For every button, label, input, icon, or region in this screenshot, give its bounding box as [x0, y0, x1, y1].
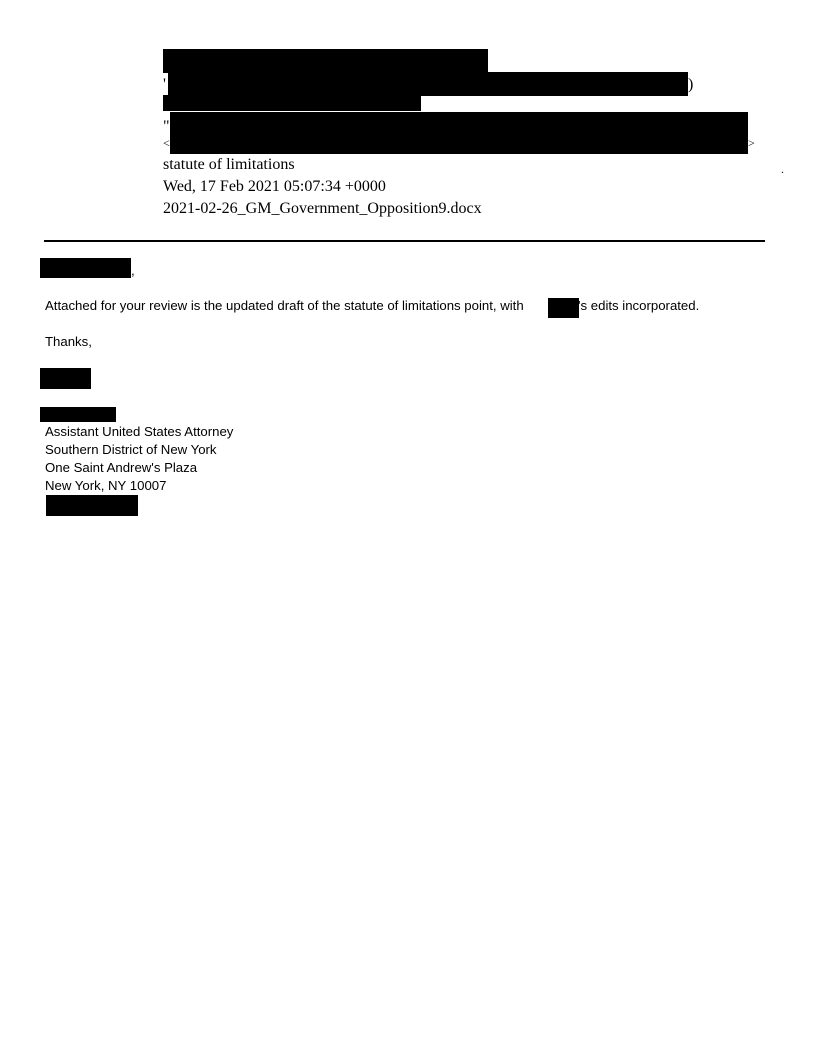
signoff-name-redaction	[40, 368, 91, 389]
body-paragraph-start: Attached for your review is the updated draft of the statute of limitations point, with	[45, 298, 524, 313]
to-redaction-line2	[163, 95, 421, 111]
cc-line2-suffix: >	[748, 136, 755, 150]
header-divider	[44, 240, 765, 242]
cc-redaction-line1	[170, 112, 748, 134]
signature-title: Assistant United States Attorney	[45, 424, 234, 439]
inline-name-redaction	[548, 298, 579, 318]
to-suffix: )	[688, 76, 694, 93]
date-value: Wed, 17 Feb 2021 05:07:34 +0000	[163, 178, 386, 195]
stray-mark: .	[781, 162, 784, 176]
closing-text: Thanks,	[45, 334, 92, 349]
greeting-name-redaction	[40, 258, 131, 278]
greeting-comma: ,	[131, 263, 135, 278]
to-prefix: '	[163, 76, 166, 93]
cc-prefix: "	[163, 118, 170, 135]
from-redaction	[163, 49, 488, 73]
signature-name-redaction	[40, 407, 116, 422]
attachments-value: 2021-02-26_GM_Government_Opposition9.docx	[163, 200, 482, 217]
signature-address-line1: One Saint Andrew's Plaza	[45, 460, 198, 475]
signature-office: Southern District of New York	[45, 442, 217, 457]
signature-address-line2: New York, NY 10007	[45, 478, 167, 493]
body-paragraph-end: 's edits incorporated.	[578, 298, 700, 313]
cc-line2-prefix: <	[163, 136, 170, 150]
signature-phone-redaction	[46, 495, 138, 516]
to-redaction-line1	[168, 72, 688, 96]
subject-value: statute of limitations	[163, 156, 295, 173]
cc-redaction-line2	[170, 133, 748, 154]
